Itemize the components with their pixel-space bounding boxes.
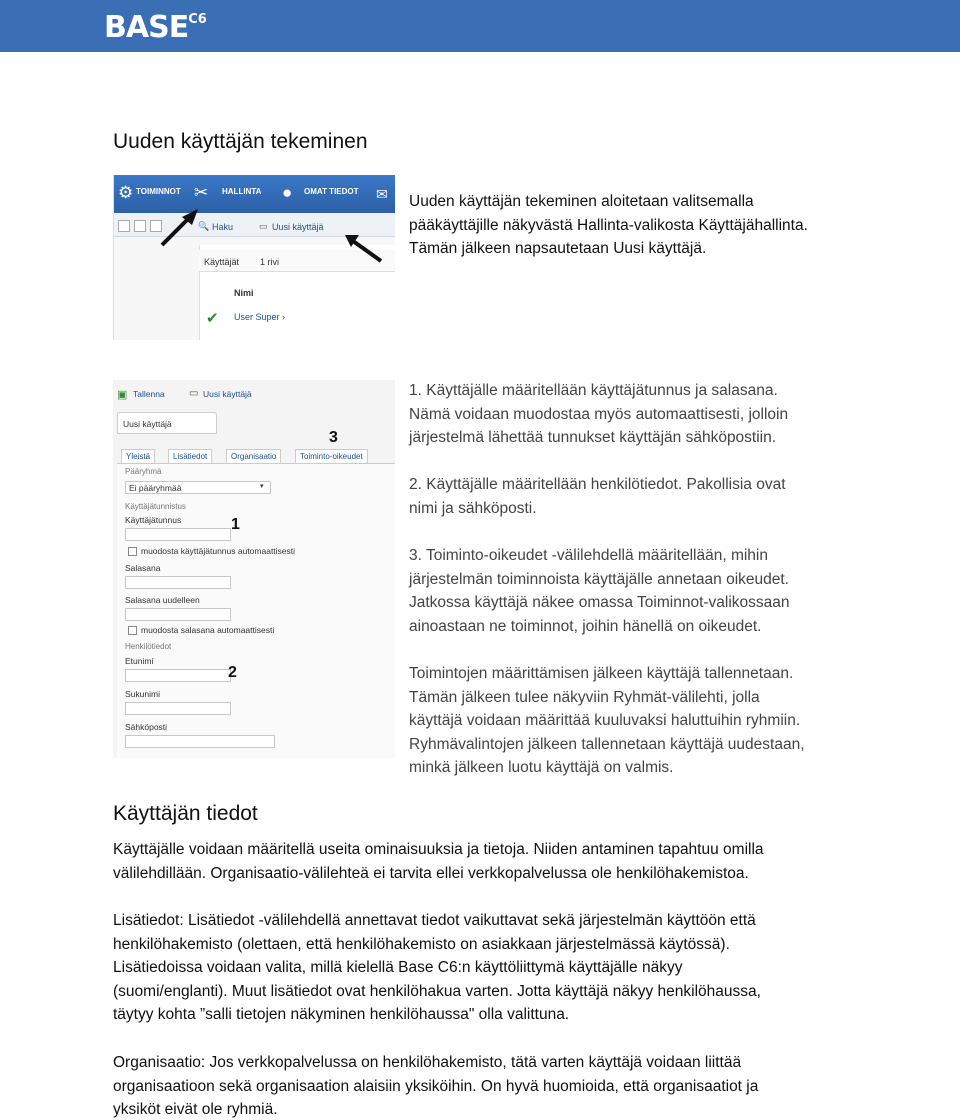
- email-label: Sähköposti: [125, 722, 168, 732]
- auto-password-label: muodosta salasana automaattisesti: [141, 625, 275, 635]
- password-label: Salasana: [125, 563, 161, 573]
- new-user-button[interactable]: Uusi käyttäjä: [272, 222, 324, 232]
- column-name[interactable]: Nimi: [234, 288, 254, 298]
- password-again-input[interactable]: [125, 608, 231, 621]
- tab-toiminto-oikeudet[interactable]: Toiminto-oikeudet: [295, 449, 368, 463]
- list-label: Käyttäjät: [204, 257, 240, 267]
- user-icon: ●: [282, 183, 293, 202]
- new-doc-icon: ▭: [189, 388, 199, 399]
- after-steps-text: Toimintojen määrittämisen jälkeen käyttäjä tallennetaan. Tämän jälkeen tulee näkyviin Ryhmät-välilehti, jolla käyttäjä voidaan määrittää kuuluvaksi haluttuihin ryhmiin. Ryhmävalintojen jälkeen tallennetaan käyttäjä uudestaan, minkä jälkeen luotu käyttäjä on valmis.: [409, 665, 805, 776]
- list-item[interactable]: User Super ›: [234, 312, 286, 322]
- step-1-text: 1. Käyttäjälle määritellään käyttäjätunnus ja salasana. Nämä voidaan muodostaa myös automaattisesti, jolloin järjestelmä lähettää tunnukset käyttäjän sähköpostiin.: [409, 382, 789, 446]
- tab-lisatiedot[interactable]: Lisätiedot: [168, 449, 212, 463]
- primary-group-value: Ei pääryhmää: [129, 483, 182, 493]
- marker-3: 3: [329, 429, 338, 446]
- page-title: Uuden käyttäjän tekeminen: [113, 130, 368, 153]
- paragraph-1: Käyttäjälle voidaan määritellä useita ominaisuuksia ja tietoja. Niiden antaminen tapahtuu omilla välilehdillään. Organisaatio-välilehteä ei tarvita ellei verkkopalvelussa ole henkilöhakemistoa.: [113, 841, 764, 882]
- section-identification: Käyttäjätunnistus: [125, 502, 186, 511]
- logo: $BASE^{C6}$: [104, 10, 207, 45]
- pointer-arrow-2: [339, 231, 389, 271]
- auto-password-checkbox[interactable]: [128, 626, 137, 635]
- check-icon: ✔: [206, 310, 219, 327]
- nav-item-hallinta[interactable]: HALLINTA: [222, 187, 262, 196]
- screenshot-new-user-form: [113, 380, 395, 758]
- nav-item-toiminnot[interactable]: TOIMINNOT: [136, 187, 181, 196]
- list-count: 1 rivi: [260, 257, 280, 267]
- nav-item-omat-tiedot[interactable]: OMAT TIEDOT: [304, 187, 359, 196]
- lastname-label: Sukunimi: [125, 689, 160, 699]
- new-doc-icon: ▭: [259, 221, 268, 231]
- tab-yleista[interactable]: Yleistä: [121, 449, 155, 463]
- mail-icon: ✉: [376, 186, 388, 202]
- firstname-input[interactable]: [125, 669, 231, 682]
- tab-organisaatio[interactable]: Organisaatio: [226, 449, 281, 463]
- copy-icon[interactable]: [134, 220, 146, 232]
- firstname-label: Etunimi: [125, 656, 154, 666]
- pointer-arrow-1: [154, 205, 214, 250]
- step-3-text: 3. Toiminto-oikeudet -välilehdellä määritellään, mihin järjestelmän toiminnoista käyttäjälle annetaan oikeudet. Jatkossa käyttäjä näkee omassa Toiminnot-valikossaan ainoastaan ne toiminnot, joihin hänellä on oikeudet.: [409, 547, 790, 635]
- marker-1: 1: [231, 516, 240, 533]
- gear-icon: ⚙: [118, 183, 134, 202]
- section-title: Käyttäjän tiedot: [113, 802, 258, 825]
- section-person: Henkilötiedot: [125, 642, 172, 651]
- step-2-text: 2. Käyttäjälle määritellään henkilötiedot. Pakollisia ovat nimi ja sähköposti.: [409, 476, 786, 517]
- new-user-button[interactable]: Uusi käyttäjä: [203, 389, 252, 399]
- header-bar: [0, 0, 960, 52]
- screenshot-admin-menu: [113, 175, 395, 340]
- save-button[interactable]: Tallenna: [133, 389, 165, 399]
- password-again-label: Salasana uudelleen: [125, 595, 200, 605]
- paragraph-2: Lisätiedot: Lisätiedot -välilehdellä annettavat tiedot vaikuttavat sekä järjestelmän käyttöön että henkilöhakemisto (olettaen, että henkilöhakemisto on asiakkaan järjestelmässä käytössä). Lisätiedoissa voidaan valita, millä kielellä Base C6:n käyttöliittymä käyttäjälle näkyy (suomi/englanti). Muut lisätiedot ovat henkilöhakua varten. Jotta käyttäjä näkyy henkilöhaussa, täytyy kohta ”salli tietojen näkyminen henkilöhaussa" olla valittuna.: [113, 912, 761, 1023]
- tools-icon: ✂: [194, 183, 209, 202]
- auto-username-checkbox[interactable]: [128, 547, 137, 556]
- search-button[interactable]: Haku: [212, 222, 234, 232]
- email-input[interactable]: [125, 735, 275, 748]
- intro-text: Uuden käyttäjän tekeminen aloitetaan valitsemalla pääkäyttäjille näkyvästä Hallinta-valikosta Käyttäjähallinta. Tämän jälkeen napsautetaan Uusi käyttäjä.: [409, 193, 808, 257]
- paragraph-3: Organisaatio: Jos verkkopalvelussa on henkilöhakemisto, tätä varten käyttäjä voidaan liittää organisaatioon sekä organisaation alaisiin yksiköihin. On hyvä huomioida, että organisaatiot ja yksiköt eivät ole ryhmiä.: [113, 1054, 759, 1118]
- refresh-icon[interactable]: [118, 220, 130, 232]
- form-title: Uusi käyttäjä: [123, 419, 172, 429]
- lastname-input[interactable]: [125, 702, 231, 715]
- username-label: Käyttäjätunnus: [125, 515, 182, 525]
- password-input[interactable]: [125, 576, 231, 589]
- save-icon: ▣: [117, 389, 128, 401]
- primary-group-label: Pääryhmä: [125, 467, 162, 476]
- chevron-down-icon: ▾: [260, 483, 264, 490]
- marker-2: 2: [228, 664, 237, 681]
- search-icon: 🔍: [198, 221, 210, 231]
- auto-username-label: muodosta käyttäjätunnus automaattisesti: [141, 546, 296, 556]
- username-input[interactable]: [125, 528, 231, 541]
